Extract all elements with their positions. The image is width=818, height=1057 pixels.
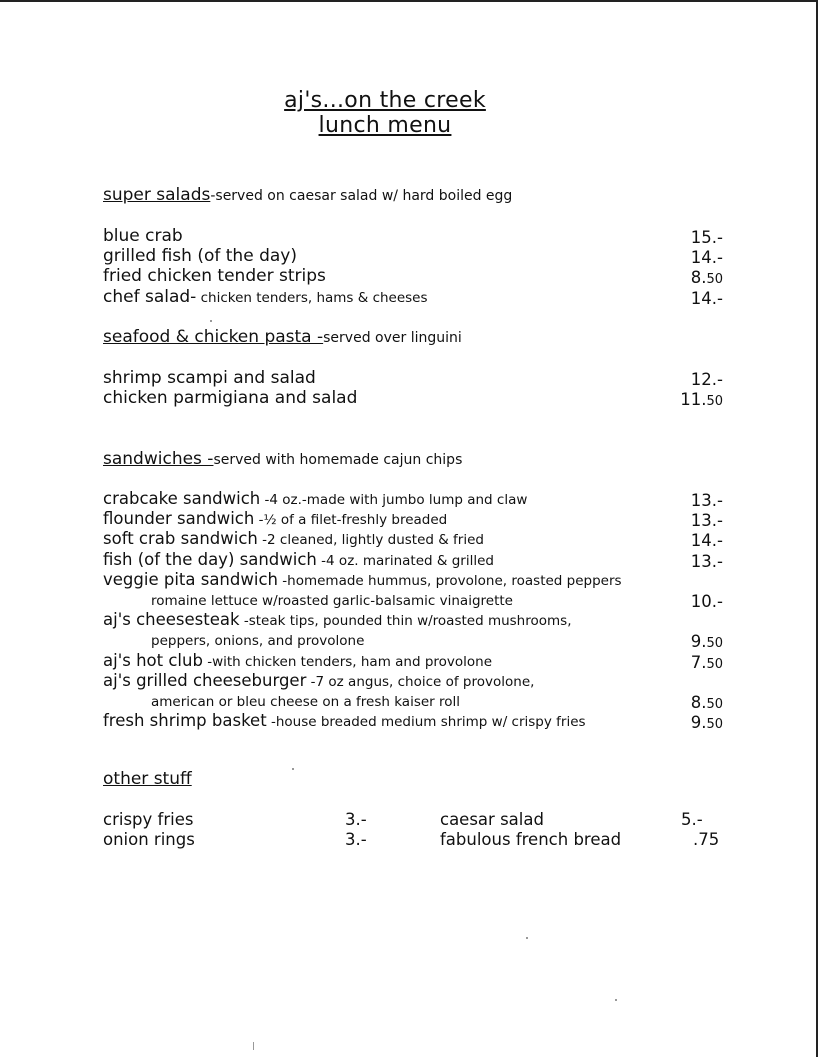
item-price: 8.50 [690, 692, 723, 712]
item-price: 12.- [690, 370, 723, 389]
section-heading-pasta [103, 327, 462, 347]
restaurant-name: aj's...on the creek [284, 88, 486, 113]
sandwiches-list [103, 489, 728, 731]
menu-item: blue crab 15.- [103, 226, 723, 247]
item-price: 3.- [345, 830, 367, 849]
other-row [103, 830, 743, 850]
menu-item-continuation: romaine lettuce w/roasted garlic-balsamic vinaigrette 10.- [151, 591, 723, 611]
item-price: 14.- [690, 288, 723, 308]
menu-title [0, 88, 770, 138]
other-row [103, 810, 743, 830]
scan-speck [253, 1042, 254, 1050]
section-title: super salads [103, 185, 211, 205]
item-name: onion rings [103, 830, 195, 849]
item-price: 3.- [345, 810, 367, 829]
section-note: -served on caesar salad w/ hard boiled egg [210, 188, 513, 204]
section-note: served with homemade cajun chips [213, 452, 463, 468]
menu-item: shrimp scampi and salad 12.- [103, 368, 723, 389]
item-price: 5.- [681, 810, 703, 829]
scan-speck [615, 999, 617, 1001]
menu-item: soft crab sandwich -2 cleaned, lightly dusted & fried 14.- [103, 529, 723, 551]
item-name: crispy fries [103, 810, 194, 829]
item-name: fabulous french bread [440, 830, 622, 849]
item-price: 13.- [690, 491, 723, 510]
item-price: 13.- [690, 511, 723, 531]
section-heading-other [103, 769, 192, 789]
item-name: caesar salad [440, 810, 544, 829]
other-list [103, 810, 743, 850]
menu-item: aj's grilled cheeseburger -7 oz angus, choice of provolone, [103, 670, 535, 690]
scan-speck [210, 320, 212, 322]
section-title: sandwiches - [103, 449, 214, 469]
scan-speck [526, 937, 528, 939]
item-price: 9.50 [690, 713, 723, 733]
menu-item: aj's hot club -with chicken tenders, ham and provolone 7.50 [103, 650, 723, 672]
scan-speck [292, 768, 294, 770]
item-price: .75 [693, 830, 720, 849]
item-price: 14.- [690, 531, 723, 551]
item-price: 13.- [690, 551, 723, 571]
super-salads-list [103, 226, 728, 307]
menu-item: chef salad- chicken tenders, hams & cheeses 14.- [103, 286, 723, 308]
menu-item: aj's cheesesteak -steak tips, pounded thin w/roasted mushrooms, [103, 610, 572, 630]
menu-item: crabcake sandwich -4 oz.-made with jumbo lump and claw 13.- [103, 489, 723, 510]
item-price: 8.50 [690, 268, 723, 288]
menu-item-continuation: peppers, onions, and provolone 9.50 [151, 632, 723, 652]
menu-name: lunch menu [318, 113, 452, 138]
item-price: 11.50 [680, 390, 723, 410]
menu-item: fresh shrimp basket -house breaded medium shrimp w/ crispy fries 9.50 [103, 711, 723, 733]
menu-item: grilled fish (of the day) 14.- [103, 246, 723, 268]
section-title: other stuff [103, 769, 192, 789]
menu-item: veggie pita sandwich -homemade hummus, provolone, roasted peppers [103, 569, 622, 589]
item-price: 10.- [690, 591, 723, 611]
menu-item: fried chicken tender strips 8.50 [103, 266, 723, 288]
item-price: 7.50 [690, 652, 723, 672]
item-price: 14.- [690, 248, 723, 268]
menu-item: fish (of the day) sandwich -4 oz. marinated & grilled 13.- [103, 549, 723, 571]
section-heading-sandwiches [103, 449, 462, 469]
item-price: 9.50 [690, 632, 723, 652]
item-price: 15.- [690, 228, 723, 247]
menu-item: flounder sandwich -½ of a filet-freshly breaded 13.- [103, 509, 723, 531]
section-note: served over linguini [323, 330, 462, 346]
menu-item: chicken parmigiana and salad 11.50 [103, 388, 723, 410]
pasta-list [103, 368, 728, 408]
menu-item-continuation: american or bleu cheese on a fresh kaiser roll 8.50 [151, 692, 723, 712]
section-title: seafood & chicken pasta - [103, 327, 324, 347]
section-heading-super-salads [103, 185, 512, 205]
